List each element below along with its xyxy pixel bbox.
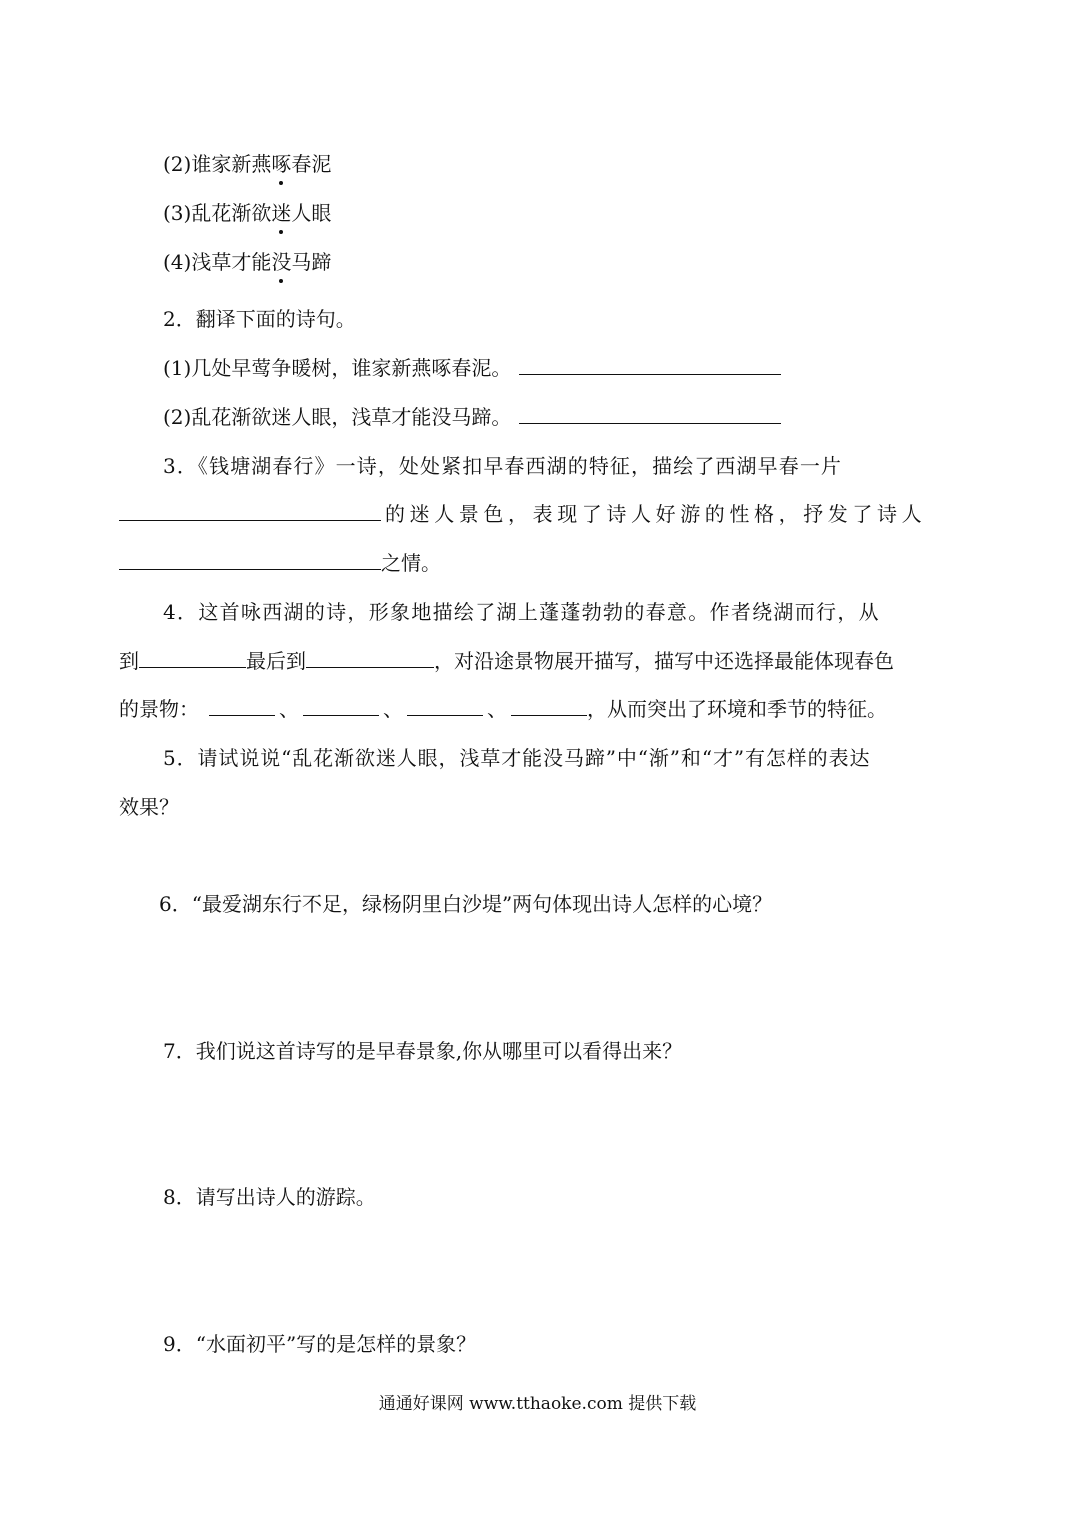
q4-line-1 [163,598,880,626]
q7-question: 7．我们说这首诗写的是早春景象,你从哪里可以看得出来？ [163,1039,683,1063]
q9-question: 9．“水面初平”写的是怎样的景象？ [163,1332,477,1356]
q1-item-3-pre: (3)乱花渐欲 [163,201,272,225]
q4-line-2-rest: ，对沿途景物展开描写，描写中还选择最能体现春色 [434,649,894,673]
q2-item-1-answer-blank[interactable] [519,354,781,375]
q4-blank-2[interactable] [306,647,434,668]
q2-item-2-text: (2)乱花渐欲迷人眼，浅草才能没马蹄。 [163,405,512,429]
q4-blank-1[interactable] [139,647,246,668]
q1-item-2 [163,150,331,178]
q3-line-1 [163,452,957,480]
q2-item-2-answer-blank[interactable] [519,403,781,424]
q1-item-2-emphasis-char: 啄 [271,152,292,176]
q3-line-1-text: 3．《钱塘湖春行》一诗，处处紧扣早春西湖的特征，描绘了西湖早春一片 [163,454,843,478]
q4-blank-6[interactable] [511,695,587,716]
q1-item-2-pre: (2)谁家新燕 [163,152,272,176]
q8-question: 8．请写出诗人的游踪。 [163,1185,376,1209]
q1-item-4-post: 马蹄 [291,250,332,274]
q4-line-2-from: 到 [119,649,139,673]
q2-title: 2．翻译下面的诗句。 [163,307,356,331]
q1-item-4-pre: (4)浅草才能 [163,250,272,274]
q1-item-3-post: 人眼 [291,201,332,225]
page-footer: 通通好课网 www.tthaoke.com 提供下载 [378,1394,697,1414]
q4-line-3-scenery: 的景物： [119,697,199,721]
q3-line-3-text: 之情。 [381,551,441,575]
q3-blank-2[interactable] [119,549,381,570]
q4-blank-3[interactable] [209,695,275,716]
q5-line-1-text: 5．请试说说“乱花渐欲迷人眼，浅草才能没马蹄”中“渐”和“才”有怎样的表达 [163,746,871,770]
q5-line-1 [163,744,870,772]
q3-line-2-text: 的迷人景色，表现了诗人好游的性格，抒发了诗人 [385,502,927,526]
q2-item-2 [163,403,781,431]
q1-item-4-emphasis-char: 没 [271,250,292,274]
q6-question: 6．“最爱湖东行不足，绿杨阴里白沙堤”两句体现出诗人怎样的心境？ [159,892,773,916]
q4-blank-4[interactable] [303,695,379,716]
q3-line-2 [119,500,926,528]
q4-line-2 [119,647,894,675]
q2-item-1 [163,354,781,382]
q4-separator-2: 、 [383,697,403,721]
q1-item-3-emphasis-char: 迷 [271,201,292,225]
q5-line-2: 效果？ [119,795,179,819]
q4-separator-1: 、 [279,697,299,721]
q4-line-1-text: 4．这首咏西湖的诗，形象地描绘了湖上蓬蓬勃勃的春意。作者绕湖而行，从 [163,600,880,624]
q3-blank-1[interactable] [119,500,381,521]
q4-blank-5[interactable] [407,695,483,716]
q3-line-3 [119,549,441,577]
q4-separator-3: 、 [487,697,507,721]
q1-item-4 [163,248,331,276]
q4-line-3-end: ，从而突出了环境和季节的特征。 [587,697,887,721]
q1-item-2-post: 春泥 [291,152,332,176]
q4-line-2-finally: 最后到 [246,649,306,673]
q2-item-1-text: (1)几处早莺争暖树，谁家新燕啄春泥。 [163,356,512,380]
q4-line-3 [119,695,887,723]
q1-item-3 [163,199,331,227]
